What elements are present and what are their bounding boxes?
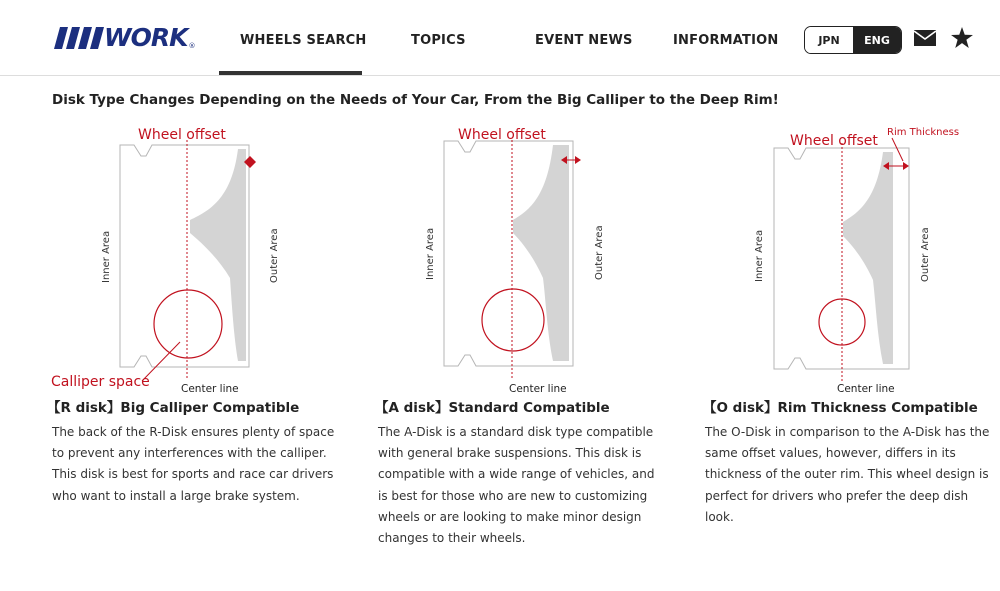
- disk-shape: [843, 152, 893, 364]
- center-line-label: Center line: [181, 383, 239, 395]
- rim-arrow-right: [903, 162, 909, 170]
- lang-eng-button[interactable]: ENG: [853, 27, 901, 53]
- outer-area-label: Outer Area: [920, 227, 931, 282]
- a-disk-diagram: [365, 118, 665, 398]
- o-disk-title: 【O disk】Rim Thickness Compatible: [703, 400, 978, 416]
- site-header: [0, 0, 1000, 76]
- inner-area-label: Inner Area: [101, 230, 112, 283]
- wheel-offset-label: Wheel offset: [458, 127, 546, 143]
- nav-active-indicator: [219, 71, 362, 75]
- nav-wheels-search[interactable]: WHEELS SEARCH: [240, 33, 367, 48]
- outer-area-label: Outer Area: [594, 225, 605, 280]
- inner-area-label: Inner Area: [425, 227, 436, 280]
- disk-shape: [190, 149, 246, 361]
- r-disk-diagram: [40, 118, 340, 398]
- outer-area-label: Outer Area: [269, 228, 280, 283]
- logo-text: WORK: [104, 23, 188, 52]
- offset-arrow-right: [575, 156, 581, 164]
- language-switch: [804, 26, 902, 54]
- calliper-space-label: Calliper space: [51, 374, 150, 390]
- lang-jpn-button[interactable]: JPN: [805, 27, 853, 53]
- mail-icon[interactable]: [914, 30, 936, 46]
- calliper-circle: [154, 290, 222, 358]
- rim-thickness-label: Rim Thickness: [887, 127, 960, 138]
- star-icon[interactable]: [951, 27, 973, 48]
- work-logo[interactable]: [54, 23, 196, 52]
- o-disk-diagram: [695, 118, 995, 398]
- r-disk-title: 【R disk】Big Calliper Compatible: [47, 400, 300, 416]
- inner-area-label: Inner Area: [754, 229, 765, 282]
- nav-topics[interactable]: TOPICS: [411, 33, 466, 48]
- r-disk-description: The back of the R-Disk ensures plenty of space to prevent any interferences with the calliper. This disk is best for sports and race car drivers who want to install a large brake system.: [52, 425, 335, 503]
- nav-event-news[interactable]: EVENT NEWS: [535, 33, 633, 48]
- nav-information[interactable]: INFORMATION: [673, 33, 779, 48]
- o-disk-description: The O-Disk in comparison to the A-Disk has the same offset values, however, differs in its thickness of the outer rim. This wheel design is perfect for drivers who prefer the deep dish look.: [705, 425, 990, 524]
- center-line-label: Center line: [509, 383, 567, 395]
- logo-slashes-icon: [54, 27, 106, 49]
- disk-shape: [513, 145, 569, 361]
- center-line-label: Center line: [837, 383, 895, 395]
- calliper-circle: [819, 299, 865, 345]
- wheel-offset-label: Wheel offset: [790, 133, 878, 149]
- calliper-circle: [482, 289, 544, 351]
- intro-heading: Disk Type Changes Depending on the Needs of Your Car, From the Big Calliper to the Deep Rim!: [52, 92, 779, 108]
- a-disk-title: 【A disk】Standard Compatible: [375, 400, 610, 416]
- a-disk-description: The A-Disk is a standard disk type compatible with general brake suspensions. This disk is compatible with a wide range of vehicles, and is best for those who are new to customizing wheels or are looking to make minor design changes to their wheels.: [378, 425, 655, 546]
- wheel-offset-label: Wheel offset: [138, 127, 226, 143]
- rim-thickness-pointer: [892, 138, 903, 161]
- logo-registered: ®: [188, 42, 196, 50]
